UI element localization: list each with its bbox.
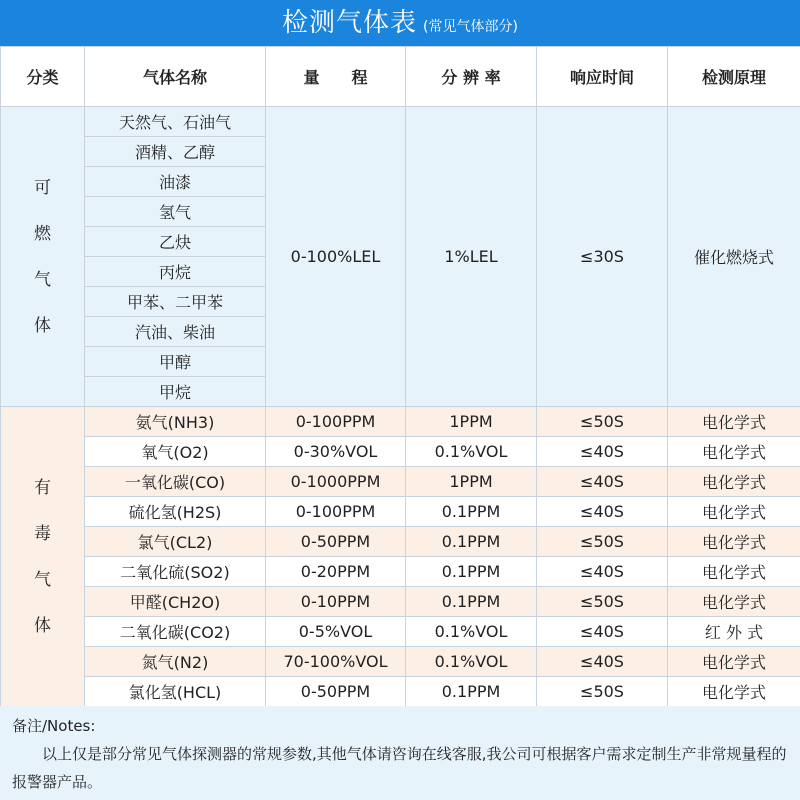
resolution-cell: 0.1PPM bbox=[406, 677, 537, 707]
resolution-cell: 1PPM bbox=[406, 407, 537, 437]
principle-cell: 电化学式 bbox=[668, 587, 800, 617]
range-cell: 0-20PPM bbox=[266, 557, 406, 587]
col-response-time: 响应时间 bbox=[537, 47, 668, 107]
range-cell: 0-1000PPM bbox=[266, 467, 406, 497]
response-cell: ≤40S bbox=[537, 647, 668, 677]
gas-name-cell: 汽油、柴油 bbox=[85, 317, 266, 347]
principle-cell: 红 外 式 bbox=[668, 617, 800, 647]
gas-name-cell: 氯气(CL2) bbox=[85, 527, 266, 557]
gas-name-cell: 硫化氢(H2S) bbox=[85, 497, 266, 527]
gas-name-cell: 乙炔 bbox=[85, 227, 266, 257]
response-cell: ≤50S bbox=[537, 527, 668, 557]
gas-name-cell: 油漆 bbox=[85, 167, 266, 197]
range-cell: 0-100PPM bbox=[266, 497, 406, 527]
range-cell: 0-5%VOL bbox=[266, 617, 406, 647]
gas-name-cell: 酒精、乙醇 bbox=[85, 137, 266, 167]
principle-cell: 催化燃烧式 bbox=[668, 107, 800, 407]
principle-cell: 电化学式 bbox=[668, 497, 800, 527]
principle-cell: 电化学式 bbox=[668, 647, 800, 677]
resolution-cell: 1PPM bbox=[406, 467, 537, 497]
principle-cell: 电化学式 bbox=[668, 467, 800, 497]
gas-name-cell: 氮气(N2) bbox=[85, 647, 266, 677]
gas-detection-table bbox=[0, 46, 800, 707]
resolution-cell: 0.1PPM bbox=[406, 497, 537, 527]
table-row bbox=[1, 587, 800, 617]
gas-name-cell: 氧气(O2) bbox=[85, 437, 266, 467]
category-flammable: 可 燃 气 体 bbox=[1, 107, 85, 407]
range-cell: 0-30%VOL bbox=[266, 437, 406, 467]
range-cell: 0-50PPM bbox=[266, 677, 406, 707]
table-row bbox=[1, 437, 800, 467]
gas-name-cell: 二氧化硫(SO2) bbox=[85, 557, 266, 587]
response-cell: ≤40S bbox=[537, 617, 668, 647]
range-cell: 0-100PPM bbox=[266, 407, 406, 437]
response-cell: ≤40S bbox=[537, 467, 668, 497]
gas-name-cell: 甲醛(CH2O) bbox=[85, 587, 266, 617]
table-row bbox=[1, 407, 800, 437]
response-cell: ≤50S bbox=[537, 677, 668, 707]
table-header-bar bbox=[0, 0, 800, 46]
gas-name-cell: 天然气、石油气 bbox=[85, 107, 266, 137]
flammable-group bbox=[1, 107, 800, 407]
page-subtitle: (常见气体部分) bbox=[423, 19, 518, 35]
notes-body: 以上仅是部分常见气体探测器的常规参数,其他气体请咨询在线客服,我公司可根据客户需求定制生产非常规量程的报警器产品。 bbox=[12, 745, 787, 791]
col-resolution: 分 辨 率 bbox=[406, 47, 537, 107]
response-cell: ≤40S bbox=[537, 437, 668, 467]
range-cell: 0-100%LEL bbox=[266, 107, 406, 407]
response-cell: ≤40S bbox=[537, 557, 668, 587]
response-cell: ≤30S bbox=[537, 107, 668, 407]
col-gas-name: 气体名称 bbox=[85, 47, 266, 107]
category-toxic: 有 毒 气 体 bbox=[1, 407, 85, 707]
table-row bbox=[1, 557, 800, 587]
notes-section bbox=[0, 706, 800, 800]
response-cell: ≤50S bbox=[537, 587, 668, 617]
principle-cell: 电化学式 bbox=[668, 677, 800, 707]
toxic-group bbox=[1, 407, 800, 707]
range-cell: 70-100%VOL bbox=[266, 647, 406, 677]
table-row bbox=[1, 497, 800, 527]
gas-name-cell: 丙烷 bbox=[85, 257, 266, 287]
response-cell: ≤50S bbox=[537, 407, 668, 437]
range-cell: 0-10PPM bbox=[266, 587, 406, 617]
table-row bbox=[1, 647, 800, 677]
col-category: 分类 bbox=[1, 47, 85, 107]
gas-name-cell: 甲烷 bbox=[85, 377, 266, 407]
resolution-cell: 0.1%VOL bbox=[406, 617, 537, 647]
gas-name-cell: 二氧化碳(CO2) bbox=[85, 617, 266, 647]
resolution-cell: 0.1%VOL bbox=[406, 437, 537, 467]
response-cell: ≤40S bbox=[537, 497, 668, 527]
gas-name-cell: 氨气(NH3) bbox=[85, 407, 266, 437]
range-cell: 0-50PPM bbox=[266, 527, 406, 557]
table-row bbox=[1, 527, 800, 557]
notes-label: 备注/Notes: bbox=[12, 717, 96, 735]
gas-name-cell: 氯化氢(HCL) bbox=[85, 677, 266, 707]
page-title: 检测气体表 bbox=[282, 8, 418, 38]
gas-name-cell: 氢气 bbox=[85, 197, 266, 227]
column-header-row bbox=[1, 47, 800, 107]
principle-cell: 电化学式 bbox=[668, 407, 800, 437]
col-range: 量 程 bbox=[266, 47, 406, 107]
resolution-cell: 0.1PPM bbox=[406, 557, 537, 587]
resolution-cell: 0.1PPM bbox=[406, 587, 537, 617]
table-row bbox=[1, 677, 800, 707]
principle-cell: 电化学式 bbox=[668, 557, 800, 587]
principle-cell: 电化学式 bbox=[668, 437, 800, 467]
gas-name-cell: 甲醇 bbox=[85, 347, 266, 377]
table-row bbox=[1, 467, 800, 497]
col-principle: 检测原理 bbox=[668, 47, 800, 107]
principle-cell: 电化学式 bbox=[668, 527, 800, 557]
resolution-cell: 1%LEL bbox=[406, 107, 537, 407]
gas-name-cell: 一氧化碳(CO) bbox=[85, 467, 266, 497]
table-row bbox=[1, 107, 800, 137]
resolution-cell: 0.1PPM bbox=[406, 527, 537, 557]
gas-name-cell: 甲苯、二甲苯 bbox=[85, 287, 266, 317]
table-row bbox=[1, 617, 800, 647]
resolution-cell: 0.1%VOL bbox=[406, 647, 537, 677]
